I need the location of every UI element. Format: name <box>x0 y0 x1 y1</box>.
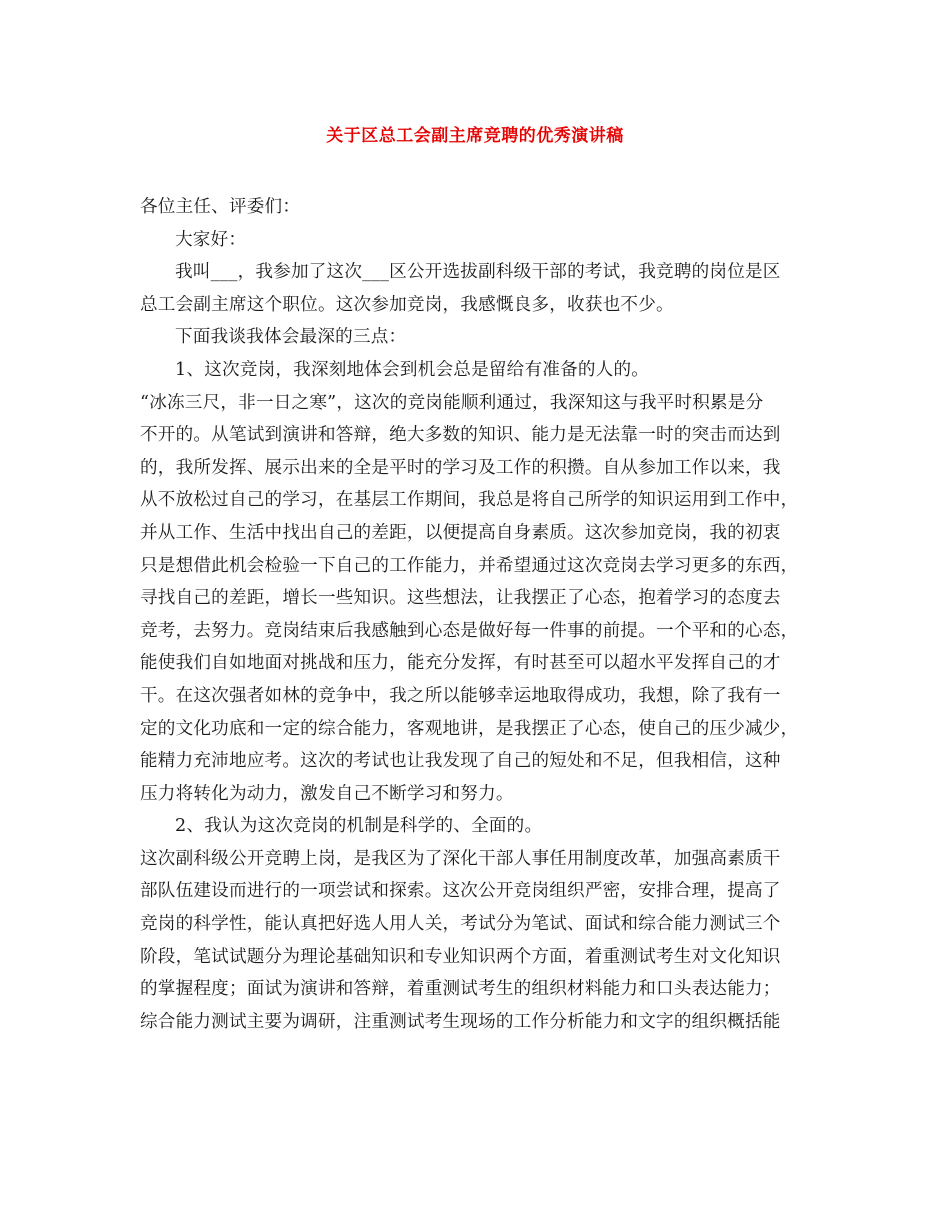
paragraph-line: 总工会副主席这个职位。这次参加竞岗，我感慨良多，收获也不少。 <box>140 294 674 315</box>
paragraph-line: 定的文化功底和一定的综合能力，客观地讲，是我摆正了心态，使自己的压少减少， <box>140 718 799 739</box>
paragraph-line: 压力将转化为动力，激发自己不断学习和努力。 <box>140 783 514 804</box>
paragraph-line: 并从工作、生活中找出自己的差距，以便提高自身素质。这次参加竞岗，我的初衷 <box>140 522 781 543</box>
paragraph-line: 从不放松过自己的学习，在基层工作期间，我总是将自己所学的知识运用到工作中， <box>140 490 799 511</box>
paragraph-line: 竞岗的科学性，能认真把好选人用人关，考试分为笔试、面试和综合能力测试三个 <box>140 914 781 935</box>
paragraph-line: 的，我所发挥、展示出来的全是平时的学习及工作的积攒。自从参加工作以来，我 <box>140 457 781 478</box>
paragraph-line: 竞考，去努力。竞岗结束后我感触到心态是做好每一件事的前提。一个平和的心态， <box>140 620 799 641</box>
document-body <box>140 191 812 1038</box>
paragraph-line: 干。在这次强者如林的竞争中，我之所以能够幸运地取得成功，我想，除了我有一 <box>140 685 781 706</box>
paragraph-line: 只是想借此机会检验一下自己的工作能力，并希望通过这次竞岗去学习更多的东西， <box>140 555 799 576</box>
paragraph-line: 能使我们自如地面对挑战和压力，能充分发挥，有时甚至可以超水平发挥自己的才 <box>140 653 781 674</box>
section-heading-2: 2、我认为这次竞岗的机制是科学的、全面的。 <box>175 816 543 837</box>
paragraph-line: 这次副科级公开竞聘上岗，是我区为了深化干部人事任用制度改革，加强高素质干 <box>140 848 781 869</box>
paragraph-line: 部队伍建设而进行的一项尝试和探索。这次公开竞岗组织严密，安排合理，提高了 <box>140 881 781 902</box>
paragraph-line: 的掌握程度；面试为演讲和答辩，着重测试考生的组织材料能力和口头表达能力； <box>140 979 781 1000</box>
paragraph-line: 综合能力测试主要为调研，注重测试考生现场的工作分析能力和文字的组织概括能 <box>140 1011 781 1032</box>
salutation: 各位主任、评委们： <box>140 197 301 217</box>
greeting: 大家好： <box>175 229 247 250</box>
paragraph-line: “冰冻三尺，非一日之寒”，这次的竞岗能顺利通过，我深知这与我平时积累是分 <box>140 392 764 413</box>
paragraph-line: 阶段，笔试试题分为理论基础知识和专业知识两个方面，着重测试考生对文化知识 <box>140 946 781 967</box>
document-title: 关于区总工会副主席竞聘的优秀演讲稿 <box>326 126 624 146</box>
paragraph-line: 我叫___，我参加了这次___区公开选拔副科级干部的考试，我竞聘的岗位是区 <box>175 262 781 283</box>
paragraph-line: 不开的。从笔试到演讲和答辩，绝大多数的知识、能力是无法靠一时的突击而达到 <box>140 425 781 446</box>
section-heading-1: 1、这次竞岗，我深刻地体会到机会总是留给有准备的人的。 <box>175 359 650 380</box>
paragraph-line: 下面我谈我体会最深的三点： <box>175 327 407 348</box>
paragraph-line: 能精力充沛地应考。这次的考试也让我发现了自己的短处和不足，但我相信，这种 <box>140 751 781 772</box>
paragraph-line: 寻找自己的差距，增长一些知识。这些想法，让我摆正了心态，抱着学习的态度去 <box>140 588 781 609</box>
